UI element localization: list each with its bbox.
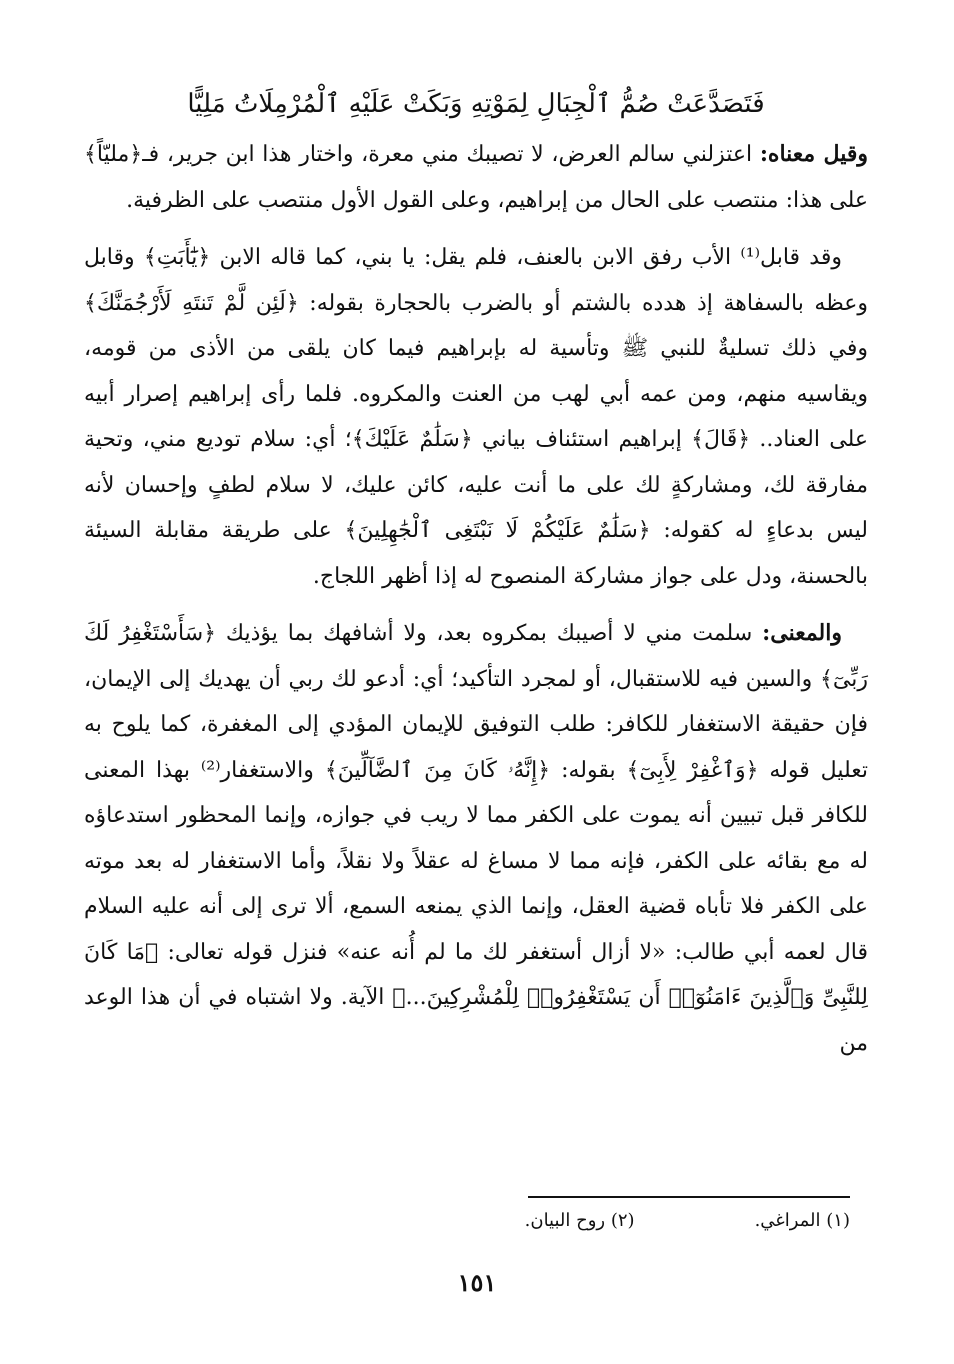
footnote-1: (١) المراغي. xyxy=(754,1210,850,1231)
footnote-2: (٢) روح البيان. xyxy=(524,1210,635,1231)
paragraph-3 xyxy=(84,611,868,1066)
poetry-verse: فَتَصَدَّعَتْ صُمُّ ٱلْجِبَالِ لِمَوْتِهِ وَبَكَتْ عَلَيْهِ ٱلْمُرْمِلَاتُ مَلِيًّا xyxy=(187,89,765,119)
paragraph-lead: والمعنى: xyxy=(762,620,842,646)
paragraph-text: وقد قابل⁽¹⁾ الأب رفق الابن بالعنف، فلم يقل: يا بني، كما قاله الابن ﴿يَٰٓأَبَتِ﴾ وقابل وعظه بالسفاهة إذ هدده بالشتم أو بالضرب بالحجارة بقوله: ﴿لَئِن لَّمْ تَنتَهِ لَأَرْجُمَنَّكَ﴾ وفي ذلك تسليةٌ للنبي ﷺ وتأسية له بإبراهيم فيما كان يلقى من الأذى من قومه، ويقاسيه منهم، ومن عمه أبي لهب من العنت والمكروه. فلما رأى إبراهيم إصرار أبيه على العناد.. ﴿قَالَ﴾ إبراهيم استئناف بياني ﴿سَلَٰمٌ عَلَيْكَ﴾؛ أي: سلام توديع مني، وتحية مفارقة لك، ومشاركةٍ لك على ما أنت عليه، كائن عليك، لا سلام لطفٍ وإحسان لأنه ليس بدعاءٍ له كقوله: ﴿سَلَٰمٌ عَلَيْكُمْ لَا نَبْتَغِى ٱلْجَٰهِلِينَ﴾ على طريقة مقابلة السيئة بالحسنة، ودل على جواز مشاركة المنصوح له إذا أظهر اللجاج. xyxy=(84,245,868,589)
paragraph-lead: وقيل معناه: xyxy=(759,141,868,167)
paragraph-text: اعتزلني سالم العرض، لا تصيبك مني معرة، واختار هذا ابن جرير، فـ﴿مليّاً﴾ على هذا: منتصب على الحال من إبراهيم، وعلى القول الأول منتصب على الظرفية. xyxy=(84,142,868,213)
paragraph-text: سلمت مني لا أصيبك بمكروه بعد، ولا أشافهك بما يؤذيك ﴿سَأَسْتَغْفِرُ لَكَ رَبِّىٓ﴾ والسين فيه للاستقبال، أو لمجرد التأكيد؛ أي: أدعو لك ربي أن يهديك إلى الإيمان، فإن حقيقة الاستغفار للكافر: طلب التوفيق للإيمان المؤدي إلى المغفرة، كما يلوح به تعليل قوله ﴿وَٱغْفِرْ لِأَبِىٓ﴾ بقوله: ﴿إِنَّهُۥ كَانَ مِنَ ٱلضَّآلِّينَ﴾ والاستغفار⁽²⁾ بهذا المعنى للكافر قبل تبيين أنه يموت على الكفر مما لا ريب في جوازه، وإنما المحظور استدعاؤه له مع بقائه على الكفر، فإنه مما لا مساغ له عقلاً ولا نقلاً، وأما الاستغفار له بعد موته على الكفر فلا تأباه قضية العقل، وإنما الذي يمنعه السمع، ألا ترى إلى أنه عليه السلام قال لعمه أبي طالب: «لا أزال أستغفر لك ما لم أُنه عنه» فنزل قوله تعالى: ﴿مَا كَانَ لِلنَّبِىِّ وَٱلَّذِينَ ءَامَنُوٓا۟ أَن يَسْتَغْفِرُوا۟ لِلْمُشْرِكِينَ...﴾ الآية. ولا اشتباه في أن هذا الوعد من xyxy=(84,621,868,1056)
footnote-divider xyxy=(528,1196,850,1198)
footnotes xyxy=(84,1210,850,1231)
paragraph-1 xyxy=(84,132,868,223)
paragraph-2 xyxy=(84,235,868,599)
page-number: ١٥١ xyxy=(457,1268,497,1297)
